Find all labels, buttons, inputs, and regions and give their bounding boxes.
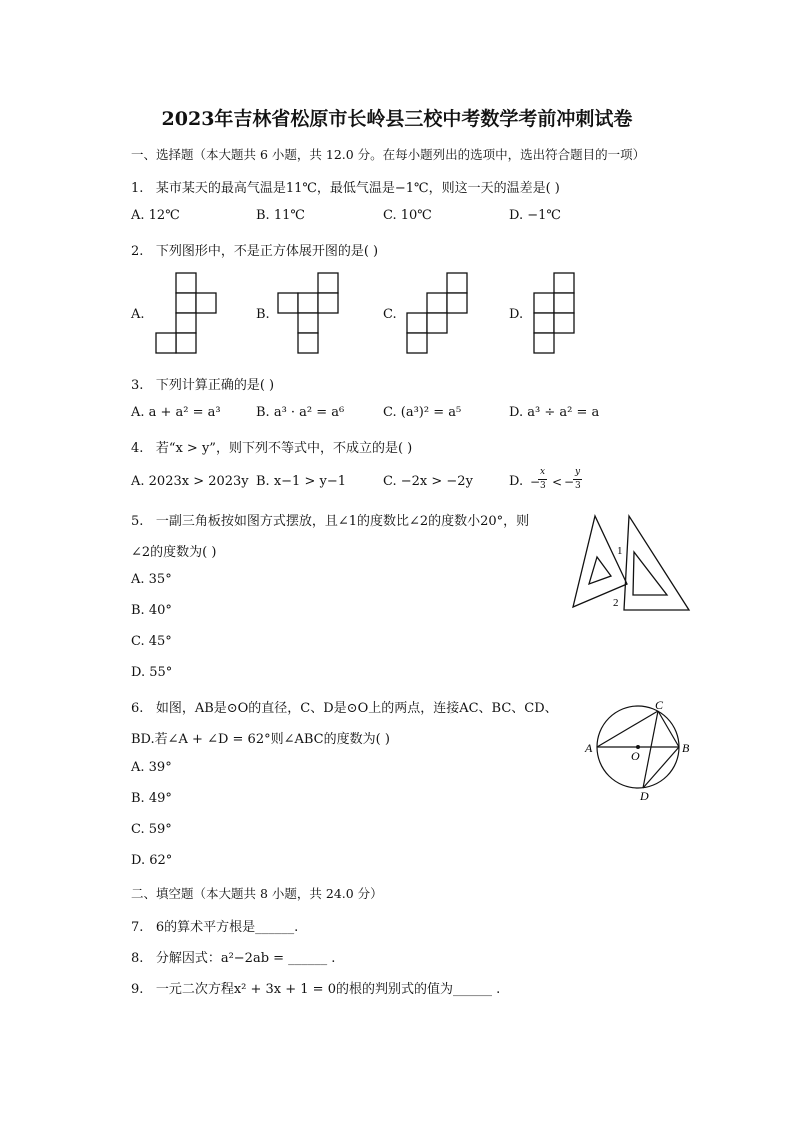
option-b: B. 11℃ — [256, 208, 305, 223]
option-d: D. a³ ÷ a² = a — [509, 405, 600, 420]
fraction-numerator-y: y — [575, 467, 581, 477]
question-6 — [131, 697, 558, 716]
question-stem: 如图，AB是⊙O的直径，C、D是⊙O上的两点，连接AC、BC、CD、 — [155, 701, 558, 716]
minus-sign: − — [530, 475, 541, 489]
question-stem: 分解因式：a²−2ab = ______ . — [155, 951, 336, 966]
option-d: D. −1℃ — [509, 208, 561, 223]
option-a: A. 35° — [131, 572, 172, 587]
question-5-stem-cont: ∠2的度数为( ) — [131, 545, 217, 560]
option-a: A. — [131, 307, 145, 322]
question-number: 9. — [131, 982, 144, 997]
cube-net-c — [402, 270, 472, 360]
circle-figure — [583, 698, 698, 804]
option-b: B. 49° — [131, 791, 172, 806]
option-c: C. 59° — [131, 822, 172, 837]
question-stem: 若“x > y”，则下列不等式中，不成立的是( ) — [155, 441, 413, 456]
option-a: A. 12℃ — [131, 208, 180, 223]
option-b: B. x−1 > y−1 — [256, 474, 346, 489]
question-number: 1. — [131, 181, 144, 196]
option-a: A. 2023x > 2023y — [131, 474, 249, 489]
option-b: B. — [256, 307, 270, 322]
question-6-stem-cont: BD.若∠A + ∠D = 62°则∠ABC的度数为( ) — [131, 732, 390, 747]
question-stem: 下列图形中，不是正方体展开图的是( ) — [155, 244, 379, 259]
fraction-numerator-x: x — [540, 467, 546, 477]
question-8 — [131, 947, 335, 966]
question-number: 5. — [131, 514, 144, 529]
question-9 — [131, 978, 500, 997]
point-b-label: B — [682, 741, 690, 755]
question-5 — [131, 510, 529, 529]
question-1 — [131, 177, 560, 196]
question-number: 7. — [131, 920, 144, 935]
point-a-label: A — [585, 741, 593, 755]
section-heading-choice: 一、选择题（本大题共 6 小题，共 12.0 分。在每小题列出的选项中，选出符合题目的一项） — [131, 147, 646, 162]
angle-1-label: 1 — [617, 545, 623, 557]
option-b: B. a³ · a² = a⁶ — [256, 405, 345, 420]
option-c: C. (a³)² = a⁵ — [383, 405, 462, 420]
page-title: 2023年吉林省松原市长岭县三校中考数学考前冲刺试卷 — [161, 108, 633, 130]
option-c: C. −2x > −2y — [383, 474, 473, 489]
question-3 — [131, 374, 274, 393]
option-b: B. 40° — [131, 603, 172, 618]
option-a: A. 39° — [131, 760, 172, 775]
question-stem: 一元二次方程x² + 3x + 1 = 0的根的判别式的值为______ . — [155, 982, 501, 997]
question-stem: 下列计算正确的是( ) — [155, 378, 275, 393]
question-number: 8. — [131, 951, 144, 966]
section-heading-fill: 二、填空题（本大题共 8 小题，共 24.0 分） — [131, 886, 383, 901]
option-d: D. — [509, 474, 524, 489]
point-d-label: D — [640, 789, 649, 803]
option-c: C. 10℃ — [383, 208, 432, 223]
fraction-denominator: 3 — [540, 481, 546, 491]
question-number: 3. — [131, 378, 144, 393]
question-stem: 某市某天的最高气温是11℃，最低气温是−1℃，则这一天的温差是( ) — [155, 181, 560, 196]
cube-net-a — [150, 270, 220, 360]
angle-2-label: 2 — [613, 597, 619, 609]
option-d: D. — [509, 307, 524, 322]
option-c: C. — [383, 307, 397, 322]
option-d: D. 62° — [131, 853, 173, 868]
minus-sign: − — [564, 475, 575, 489]
question-number: 4. — [131, 441, 144, 456]
question-number: 2. — [131, 244, 144, 259]
question-stem: 一副三角板按如图方式摆放，且∠1的度数比∠2的度数小20°，则 — [155, 514, 530, 529]
option-d: D. 55° — [131, 665, 173, 680]
option-c: C. 45° — [131, 634, 172, 649]
cube-net-d — [530, 270, 600, 360]
option-a: A. a + a² = a³ — [131, 405, 221, 420]
triangle-set-figure — [565, 512, 695, 612]
less-than-sign: < — [552, 475, 563, 489]
question-number: 6. — [131, 701, 144, 716]
question-4 — [131, 437, 412, 456]
question-2 — [131, 240, 378, 259]
question-7 — [131, 916, 298, 935]
question-stem: 6的算术平方根是______. — [155, 920, 299, 935]
point-c-label: C — [655, 698, 664, 712]
fraction-denominator: 3 — [575, 481, 581, 491]
cube-net-b — [275, 270, 345, 360]
point-o-label: O — [631, 749, 640, 763]
